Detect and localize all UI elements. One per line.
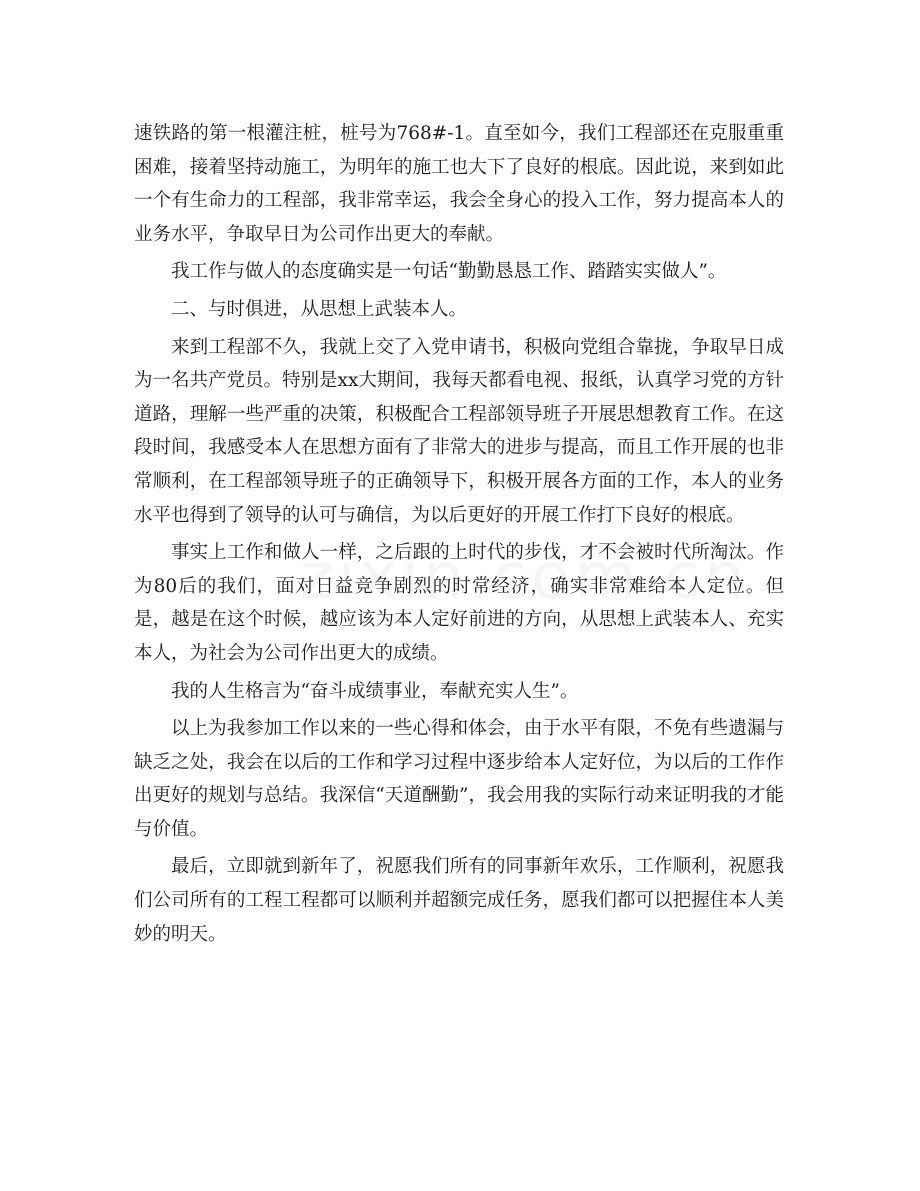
paragraph-7: 最后，立即就到新年了，祝愿我们所有的同事新年欢乐，工作顺利，祝愿我们公司所有的工程工程都可以顺利并超额完成任务，愿我们都可以把握住本人美妙的明天。 xyxy=(134,856,784,945)
paragraph-5: 我的人生格言为“奋斗成绩事业，奉献充实人生”。 xyxy=(171,680,579,702)
paragraph-3: 来到工程部不久，我就上交了入党申请书，积极向党组合靠拢，争取早日成为一名共产党员。特别是xx大期间，我每天都看电视、报纸，认真学习党的方针道路，理解一些严重的决策，积极配合工程部领导班子开展思想教育工作。在这段时间，我感受本人在思想方面有了非常大的进步与提高，而且工作开展的也非常顺利，在工程部领导班子的正确领导下，积极开展各方面的工作，本人的业务水平也得到了领导的认可与确信，为以后更好的开展工作打下良好的根底。 xyxy=(134,336,784,526)
document-body xyxy=(134,117,784,955)
paragraph-6: 以上为我参加工作以来的一些心得和体会，由于水平有限，不免有些遗漏与缺乏之处，我会在以后的工作和学习过程中逐步给本人定好位，为以后的工作作出更好的规划与总结。我深信“天道酬勤”，我会用我的实际行动来证明我的才能与价值。 xyxy=(134,718,784,840)
paragraph-2: 我工作与做人的态度确实是一句话“勤勤恳恳工作、踏踏实实做人”。 xyxy=(171,261,727,283)
paragraph-1: 速铁路的第一根灌注桩，桩号为768#-1。直至如今，我们工程部还在克服重重困难，接着坚持动施工，为明年的施工也大下了良好的根底。因此说，来到如此一个有生命力的工程部，我非常幸运，我会全身心的投入工作，努力提高本人的业务水平，争取早日为公司作出更大的奉献。 xyxy=(134,123,784,245)
section-heading: 二、与时俱进，从思想上武装本人。 xyxy=(171,298,468,320)
paragraph-4: 事实上工作和做人一样，之后跟的上时代的步伐，才不会被时代所淘汰。作为80后的我们，面对日益竞争剧烈的时常经济，确实非常难给本人定位。但是，越是在这个时候，越应该为本人定好前进的方向，从思想上武装本人、充实本人，为社会为公司作出更大的成绩。 xyxy=(134,542,784,664)
